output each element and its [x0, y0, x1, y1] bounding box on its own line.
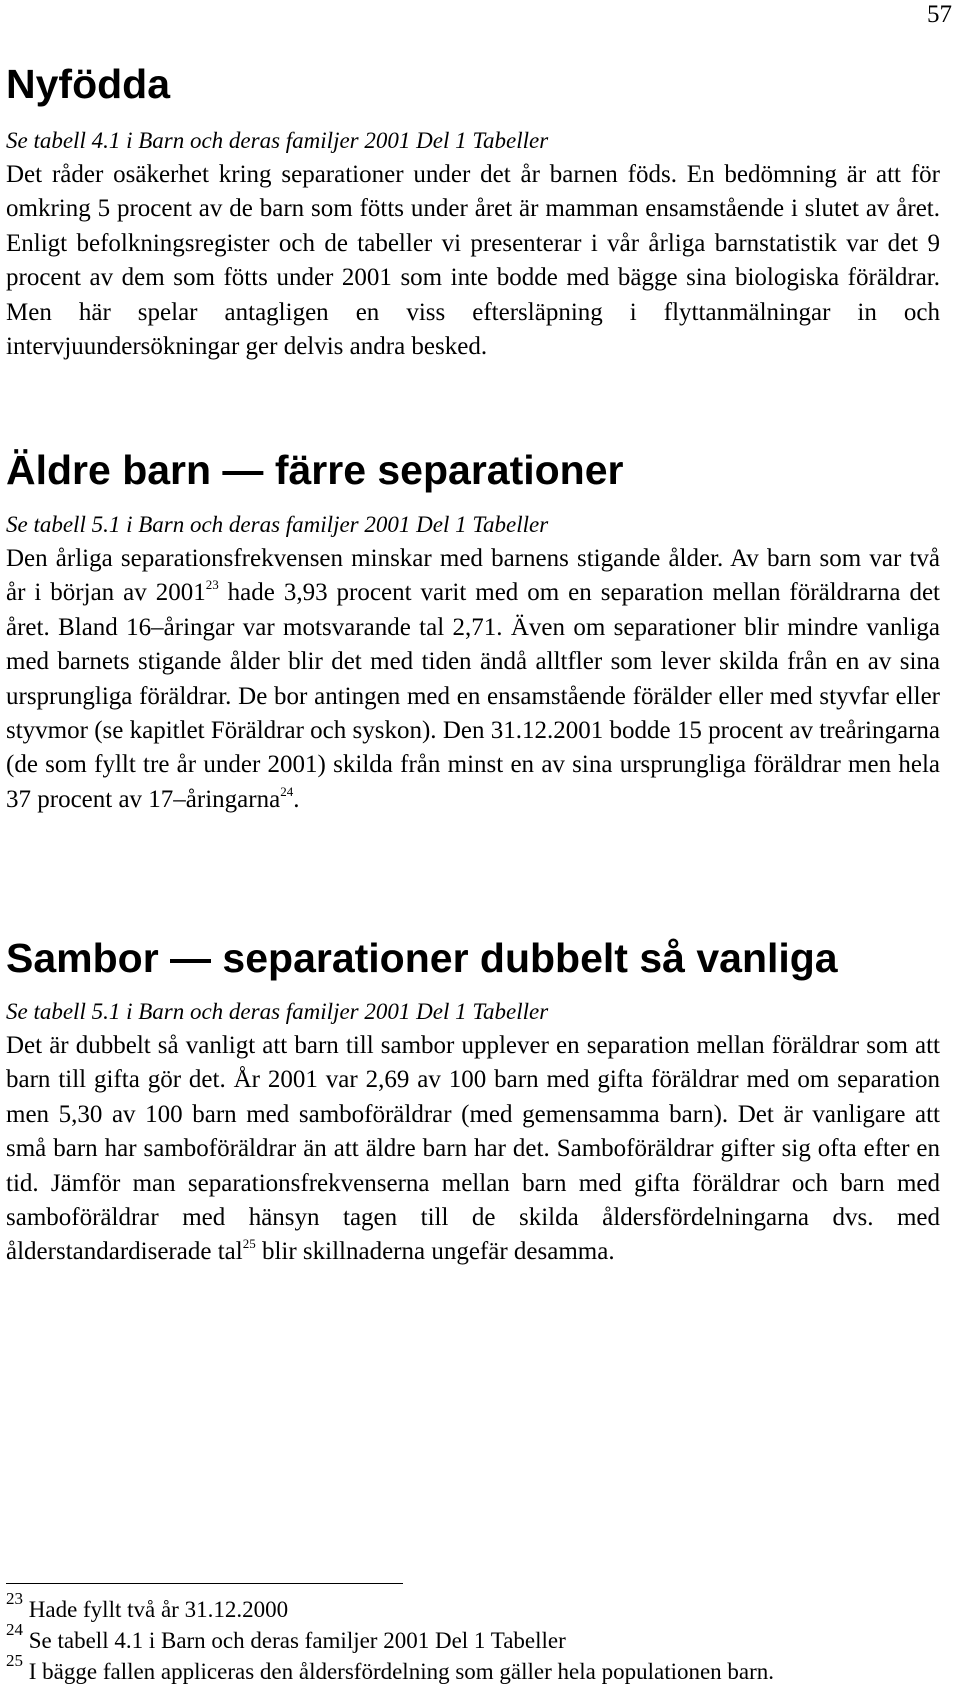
body-paragraph [6, 1029, 940, 1270]
body-paragraph: Det råder osäkerhet kring separationer under det år barnen föds. En bedömning är att för omkring 5 procent av de barn som fötts under året är mamman ensamstående i slutet av året. Enligt befolkningsregister och de tabeller vi presenterar i vår årliga barnstatistik var det 9 procent av dem som fötts under 2001 som inte bodde med bägge sina biologiska föräldrar. Men här spelar antagligen en viss eftersläpning i flyttanmälningar in och intervjuundersökningar ger delvis andra besked. [6, 161, 940, 361]
footnote-23 [6, 1589, 940, 1625]
footnote-number: 25 [6, 1651, 23, 1671]
body-text: Den årliga separationsfrekvensen minskar med barnens stigande ålder. Av barn som var två år i början av 2001 [6, 545, 940, 607]
section-aldre-barn [6, 508, 940, 817]
body-text: blir skillnaderna ungefär desamma. [255, 1238, 615, 1266]
footnotes [6, 1589, 940, 1687]
section-heading-aldre-barn: Äldre barn — färre separationer [6, 447, 624, 493]
body-text: Det är dubbelt så vanligt att barn till sambor upplever en separation mellan föräldrar som att barn till gifta gör det. År 2001 var 2,69 av 100 barn med gifta föräldrar med om separation men 5,30 av 100 barn med samboföräldrar (med gemensamma barn). Det är vanligare att små barn har samboföräldrar än att äldre barn har det. Samboföräldrar gifter sig ofta efter en tid. Jämför man separationsfrekvenserna mellan barn med gifta föräldrar och barn med samboföräldrar med hänsyn tagen till de skilda åldersfördelningarna dvs. med ålderstandardiserade tal [6, 1032, 940, 1266]
footnote-ref-24: 24 [280, 783, 294, 799]
body-text: . [293, 785, 300, 813]
section-sambor [6, 995, 940, 1270]
footnote-number: 23 [6, 1589, 23, 1609]
section-heading-sambor: Sambor — separationer dubbelt så vanliga [6, 935, 838, 981]
footnote-number: 24 [6, 1620, 23, 1640]
footnote-24 [6, 1620, 940, 1656]
body-paragraph [6, 542, 940, 817]
table-reference: Se tabell 5.1 i Barn och deras familjer 2001 Del 1 Tabeller [6, 512, 549, 537]
table-reference: Se tabell 4.1 i Barn och deras familjer 2001 Del 1 Tabeller [6, 128, 549, 153]
footnote-ref-25: 25 [242, 1236, 256, 1252]
footnote-divider [6, 1583, 403, 1584]
footnote-text: I bägge fallen appliceras den åldersfördelning som gäller hela populationen barn. [23, 1659, 775, 1684]
footnote-25 [6, 1651, 940, 1687]
page-number: 57 [927, 1, 952, 28]
section-nyfodda [6, 124, 940, 364]
footnote-text: Hade fyllt två år 31.12.2000 [23, 1597, 289, 1622]
table-reference: Se tabell 5.1 i Barn och deras familjer 2001 Del 1 Tabeller [6, 999, 549, 1024]
body-text: hade 3,93 procent varit med om en separation mellan föräldrarna det året. Bland 16–åringar var motsvarande tal 2,71. Även om separationer blir mindre vanliga med barnets stigande ålder blir det med tiden ändå alltfler som lever skilda från en av sina ursprungliga föräldrar. De bor antingen med en ensamstående förälder eller med styvfar eller styvmor (se kapitlet Föräldrar och syskon). Den 31.12.2001 bodde 15 procent av treåringarna (de som fyllt tre år under 2001) skilda från minst en av sina ursprungliga föräldrar men hela 37 procent av 17–åringarna [6, 579, 940, 813]
footnote-ref-23: 23 [205, 577, 219, 593]
footnote-text: Se tabell 4.1 i Barn och deras familjer 2001 Del 1 Tabeller [23, 1628, 566, 1653]
section-heading-nyfodda: Nyfödda [6, 61, 170, 107]
